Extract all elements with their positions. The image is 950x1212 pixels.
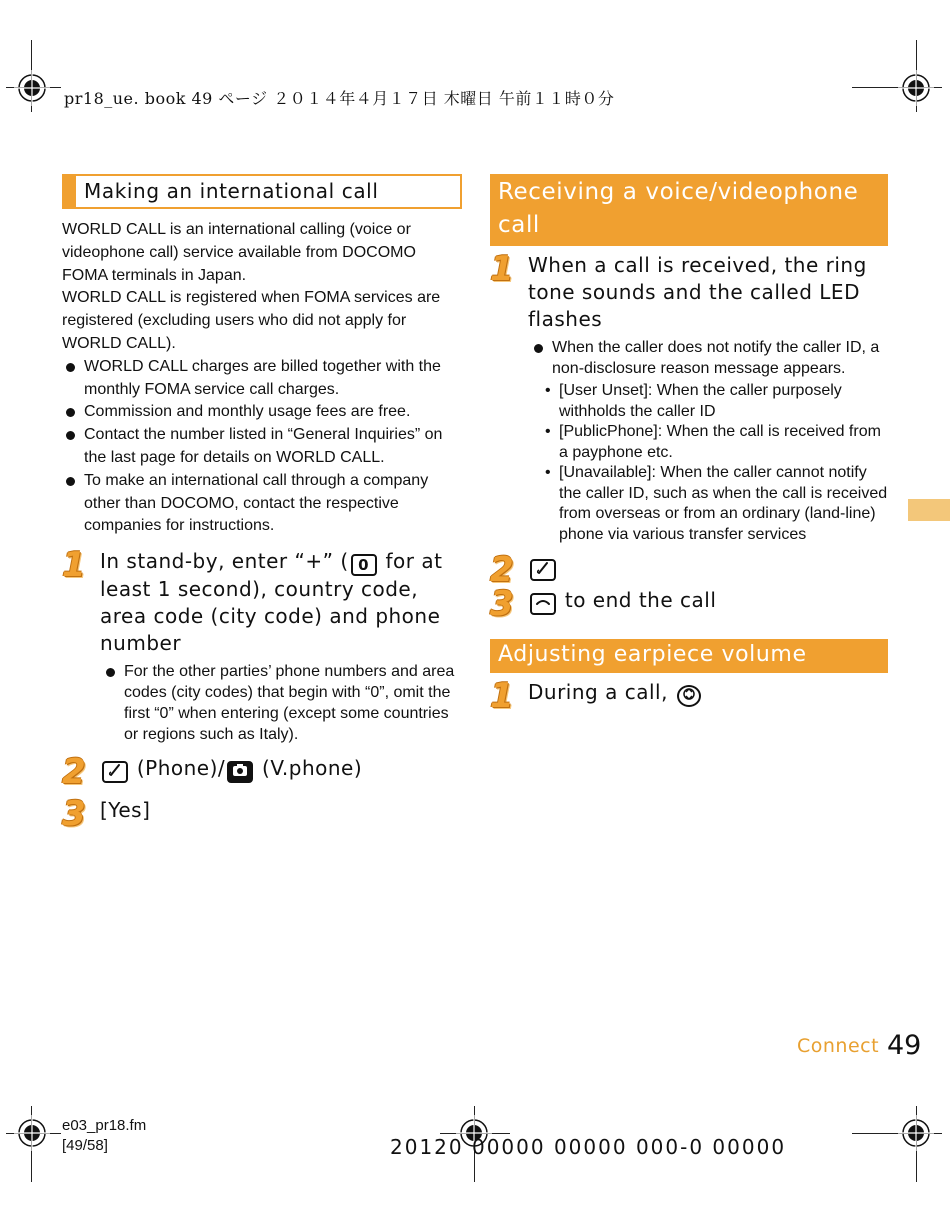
step-notes bbox=[530, 337, 888, 379]
step-1 bbox=[490, 249, 888, 545]
step-instruction: When a call is received, the ring tone sounds and the called LED flashes bbox=[528, 253, 867, 331]
list-item: • [Unavailable]: When the caller cannot notify the caller ID, such as when the call is received from overseas or from an ordinary (land-line) phone via various transfer services bbox=[545, 464, 888, 543]
step-number: 1 bbox=[62, 545, 86, 586]
registration-mark-icon bbox=[898, 1115, 934, 1151]
left-column bbox=[62, 174, 462, 835]
step-number: 2 bbox=[62, 752, 86, 793]
step-instruction: [Yes] bbox=[100, 798, 151, 823]
step-1 bbox=[62, 545, 462, 745]
list-item: To make an international call through a company other than DOCOMO, contact the respective companies for instructions. bbox=[62, 470, 462, 538]
section-name: Connect bbox=[797, 1035, 880, 1057]
phone-key-icon bbox=[102, 761, 128, 783]
end-call-key-icon bbox=[530, 593, 556, 615]
list-item: • [User Unset]: When the caller purposely withholds the caller ID bbox=[545, 382, 842, 420]
list-item: WORLD CALL charges are billed together with the monthly FOMA service call charges. bbox=[62, 356, 462, 402]
list-item: Contact the number listed in “General Inquiries” on the last page for details on WORLD CALL. bbox=[62, 424, 462, 470]
file-name: e03_pr18.fm bbox=[62, 1117, 147, 1134]
step-2: 2 (Phone)/ (V.phone) bbox=[62, 752, 363, 793]
notes-list bbox=[62, 356, 462, 538]
print-header: pr18_ue. book 49 ページ ２０１４年４月１７日 木曜日 午前１１時０分 bbox=[64, 89, 615, 108]
sub-notes bbox=[528, 381, 888, 545]
bullet-icon bbox=[66, 408, 75, 417]
list-item: When the caller does not notify the caller ID, a non-disclosure reason message appears. bbox=[530, 337, 888, 379]
file-info bbox=[62, 1116, 146, 1156]
intro-paragraph: WORLD CALL is registered when FOMA services are registered (excluding users who did not apply for WORLD CALL). bbox=[62, 289, 441, 352]
phone-key-icon bbox=[530, 559, 556, 581]
page-number: 49 bbox=[887, 1030, 922, 1061]
section-heading-receiving-call: Receiving a voice/videophone call bbox=[490, 174, 888, 246]
section-heading-earpiece-volume: Adjusting earpiece volume bbox=[490, 639, 888, 673]
print-code: 20120 00000 00000 000-0 00000 bbox=[390, 1135, 787, 1159]
camera-key-icon bbox=[227, 761, 253, 783]
intro-paragraph: WORLD CALL is an international calling (voice or videophone call) service available from DOCOMO FOMA terminals in Japan. bbox=[62, 221, 416, 284]
zero-key-icon: 0 bbox=[351, 554, 377, 576]
step-2 bbox=[490, 550, 888, 590]
bullet-icon: • bbox=[545, 464, 551, 481]
list-item: For the other parties’ phone numbers and area codes (city codes) that begin with “0”, omit the first “0” when entering (except some countries or regions such as Italy). bbox=[102, 661, 462, 745]
bullet-icon bbox=[66, 477, 75, 486]
bullet-icon bbox=[534, 344, 543, 353]
step-number: 3 bbox=[62, 794, 86, 835]
step-1: 1 During a call, bbox=[490, 679, 888, 713]
section-heading-international-call: Making an international call bbox=[62, 174, 462, 209]
step-number: 1 bbox=[490, 676, 514, 716]
bullet-icon: • bbox=[545, 382, 551, 399]
bullet-icon: • bbox=[545, 423, 551, 440]
registration-mark-icon bbox=[898, 70, 934, 106]
bullet-icon bbox=[106, 668, 115, 677]
step-number: 1 bbox=[490, 249, 514, 289]
registration-mark-icon bbox=[14, 1115, 50, 1151]
step-3 bbox=[62, 794, 462, 835]
step-number: 2 bbox=[490, 550, 514, 590]
intro-text bbox=[62, 219, 462, 356]
step-instruction: In stand-by, enter “+” ( 0 for at least 1 second), country code, area code (city code) and phone number bbox=[100, 549, 443, 656]
list-item: Commission and monthly usage fees are free. bbox=[62, 401, 462, 424]
step-number: 3 bbox=[490, 584, 514, 624]
file-pages: [49/58] bbox=[62, 1137, 108, 1154]
bullet-icon bbox=[66, 363, 75, 372]
step-3: 3 to end the call bbox=[490, 584, 717, 624]
section-tab bbox=[908, 499, 950, 521]
bullet-icon bbox=[66, 431, 75, 440]
right-column bbox=[490, 174, 888, 716]
nav-key-icon bbox=[677, 685, 701, 707]
step-notes bbox=[102, 661, 462, 745]
registration-mark-icon bbox=[14, 70, 50, 106]
list-item: • [PublicPhone]: When the call is received from a payphone etc. bbox=[545, 423, 881, 461]
